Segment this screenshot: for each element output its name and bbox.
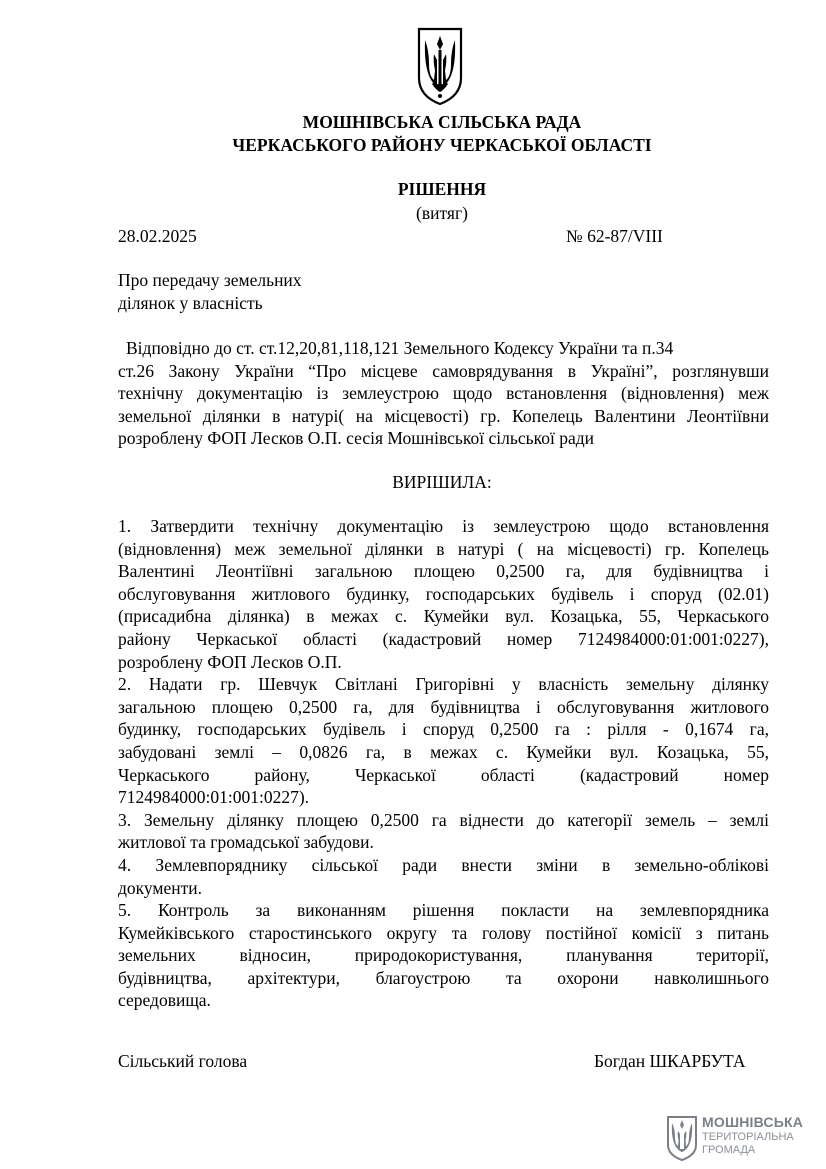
signature-role: Сільський голова [118,1051,248,1071]
body-line: обслуговування житлового будинку, господарських будівель і споруд (02.01) [118,583,769,604]
trident-coat-of-arms-icon [416,26,464,106]
body-line: 7124984000:01:001:0227). [118,787,310,808]
trident-logo-icon [666,1115,698,1161]
body-line: земельних відносин, природокористування, планування території, [118,945,769,966]
body-line: 2. Надати гр. Шевчук Світлані Григорівні у власність земельну ділянку [118,674,769,695]
body-line: 3. Земельну ділянку площею 0,2500 га віднести до категорії земель – землі [118,809,769,830]
body-line: житлової та громадської забудови. [118,832,374,853]
body-line: будівництва, архітектури, благоустрою та охорони навколишнього [118,967,769,988]
body-line: Валентині Леонтіївні загальною площею 0,2500 га, для будівництва і [118,561,769,582]
decision-heading: ВИРІШИЛА: [392,472,492,492]
decision-body [118,515,769,1012]
document-subject [118,269,418,314]
watermark-title: МОШНІВСЬКА [702,1114,804,1130]
preamble-line: земельної ділянки в натурі( на місцевості) гр. Копелець Валентини Леонтіївни [118,405,769,426]
document-date: 28.02.2025 [118,226,197,246]
body-line: 4. Землевпоряднику сільської ради внести зміни в земельно-облікові [118,854,769,875]
body-line: (відновлення) меж земельної ділянки в натурі ( на місцевості) гр. Копелець [118,538,769,559]
preamble-line: технічну документацію із землеустрою щодо встановлення (відновлення) меж [118,383,769,404]
watermark-subtitle: ТЕРИТОРІАЛЬНА [702,1131,794,1143]
body-line: 1. Затвердити технічну документацію із землеустрою щодо встановлення [118,516,769,536]
body-line: 5. Контроль за виконанням рішення покласти на землевпорядника [118,900,769,921]
preamble-line: розроблену ФОП Лесков О.П. сесія Мошнівської сільської ради [118,428,594,449]
preamble [118,337,769,450]
subject-line: ділянок у власність [118,292,263,313]
document-number: № 62-87/VIII [566,226,663,246]
document-title: РІШЕННЯ [397,179,487,199]
subject-line: Про передачу земельних [118,270,302,290]
body-line: забудовані землі – 0,0826 га, в межах с. Кумейки вул. Козацька, 55, [118,741,769,762]
body-line: Кумейківського старостинського округу та голову постійної комісії з питань [118,922,769,943]
body-line: документи. [118,877,203,898]
preamble-line: Відповідно до ст. ст.12,20,81,118,121 Земельного Кодексу України та п.34 [126,338,674,358]
body-line: загальною площею 0,2500 га, для будівництва і обслуговування житлового [118,696,769,717]
document-subtitle: (витяг) [416,203,468,223]
signature-name: Богдан ШКАРБУТА [594,1051,746,1071]
body-line: (присадибна ділянка) в межах с. Кумейки вул. Козацька, 55, Черкаського [118,606,769,627]
preamble-line: ст.26 Закону України “Про місцеве самоврядування в Україні”, розглянувши [118,360,769,381]
body-line: району Черкаської області (кадастровий номер 7124984000:01:001:0227), [118,628,769,649]
watermark-subtitle: ГРОМАДА [702,1144,756,1156]
community-watermark-logo [664,1113,814,1163]
council-district: ЧЕРКАСЬКОГО РАЙОНУ ЧЕРКАСЬКОЇ ОБЛАСТІ [232,135,652,155]
council-name: МОШНІВСЬКА СІЛЬСЬКА РАДА [302,112,582,132]
body-line: розроблену ФОП Лесков О.П. [118,651,342,672]
body-line: Черкаського району, Черкаської області (кадастровий номер [118,764,769,785]
body-line: будинку, господарських будівель і споруд 0,2500 га : рілля - 0,1674 га, [118,719,769,740]
body-line: середовища. [118,990,211,1011]
